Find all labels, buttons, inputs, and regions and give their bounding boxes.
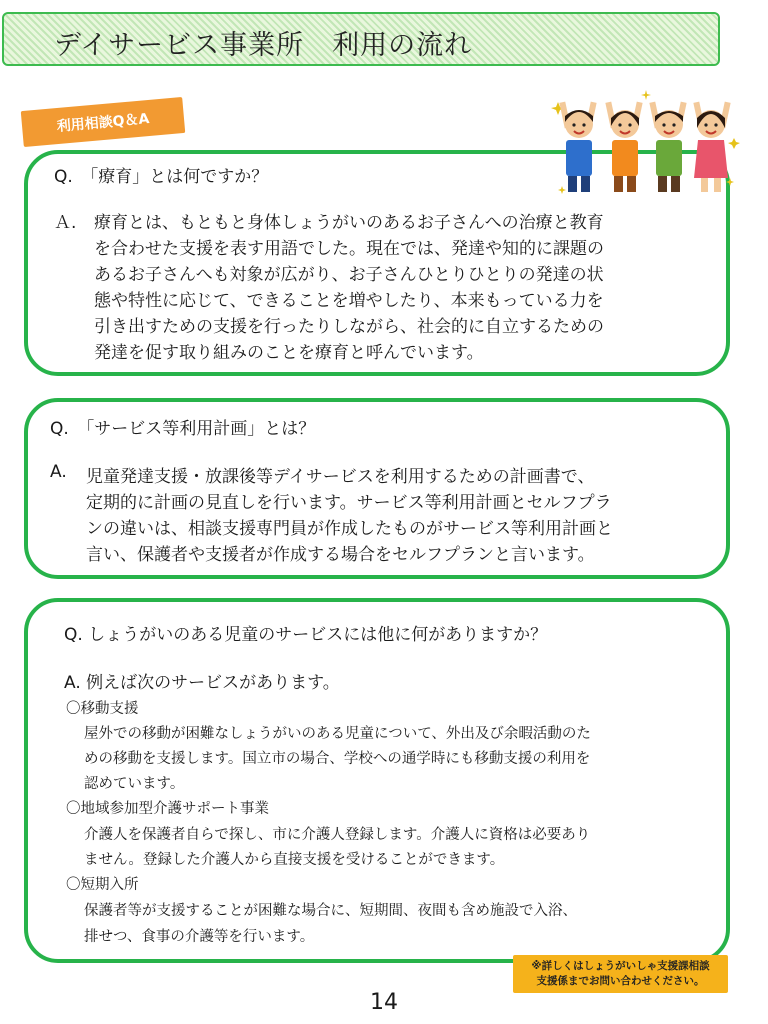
answer-line: 言い、保護者や支援者が作成する場合をセルフプランと言います。 <box>86 545 595 565</box>
page-title: デイサービス事業所 利用の流れ <box>54 30 473 61</box>
section-heading-short-stay: 〇短期入所 <box>66 877 139 893</box>
answer-line: 療育とは、もともと身体しょうがいのあるお子さんへの治療と教育 <box>94 213 604 233</box>
page-header <box>2 12 720 66</box>
cheering-children-icon <box>548 88 744 204</box>
question-other-services: Q. しょうがいのある児童のサービスには他に何がありますか？ <box>64 625 548 645</box>
answer-line: あるお子さんへも対象が広がり、お子さんひとりひとりの発達の状 <box>94 265 604 285</box>
answer-line: 態や特性に応じて、できることを増やしたり、本来もっている力を <box>94 291 604 311</box>
page-number: 14 <box>370 990 398 1015</box>
answer-line: を合わせた支援を表す用語でした。現在では、発達や知的に課題の <box>94 239 604 259</box>
section-line: 屋外での移動が困難なしょうがいのある児童について、外出及び余暇活動のた <box>84 726 591 742</box>
answer-intro: A. 例えば次のサービスがあります。 <box>64 673 340 693</box>
section-line: 排せつ、食事の介護等を行います。 <box>84 929 315 945</box>
section-line: ません。登録した介護人から直接支援を受けることができます。 <box>84 852 505 868</box>
qa-tag <box>21 97 186 147</box>
question-ryoiku: Q. 「療育」とは何ですか？ <box>54 167 269 187</box>
section-heading-care-support: 〇地域参加型介護サポート事業 <box>66 801 269 817</box>
note-line: ※詳しくはしょうがいしゃ支援課相談 <box>531 960 710 972</box>
section-line: 認めています。 <box>84 776 185 792</box>
question-service-plan: Q. 「サービス等利用計画」とは？ <box>50 419 316 439</box>
answer-line: 児童発達支援・放課後等デイサービスを利用するための計画書で、 <box>86 467 595 487</box>
section-heading-mobility: 〇移動支援 <box>66 701 139 717</box>
note-line: 支援係までお問い合わせください。 <box>536 975 705 987</box>
answer-line: 引き出すための支援を行ったりしながら、社会的に自立するための <box>94 317 604 337</box>
answer-line: ンの違いは、相談支援専門員が作成したものがサービス等利用計画と <box>86 519 613 539</box>
section-line: めの移動を支援します。国立市の場合、学校への通学時にも移動支援の利用を <box>84 751 591 767</box>
answer-line: 発達を促す取り組みのことを療育と呼んでいます。 <box>94 343 484 363</box>
answer-line: 定期的に計画の見直しを行います。サービス等利用計画とセルフプラ <box>86 493 612 513</box>
answer-mark: Ａ. <box>54 213 77 233</box>
qa-tag-label: 利用相談Q＆A <box>56 110 150 136</box>
section-line: 介護人を保護者自らで探し、市に介護人登録します。介護人に資格は必要あり <box>84 827 591 843</box>
answer-mark: A. <box>50 462 67 482</box>
contact-note <box>513 955 728 993</box>
section-line: 保護者等が支援することが困難な場合に、短期間、夜間も含め施設で入浴、 <box>84 903 577 919</box>
